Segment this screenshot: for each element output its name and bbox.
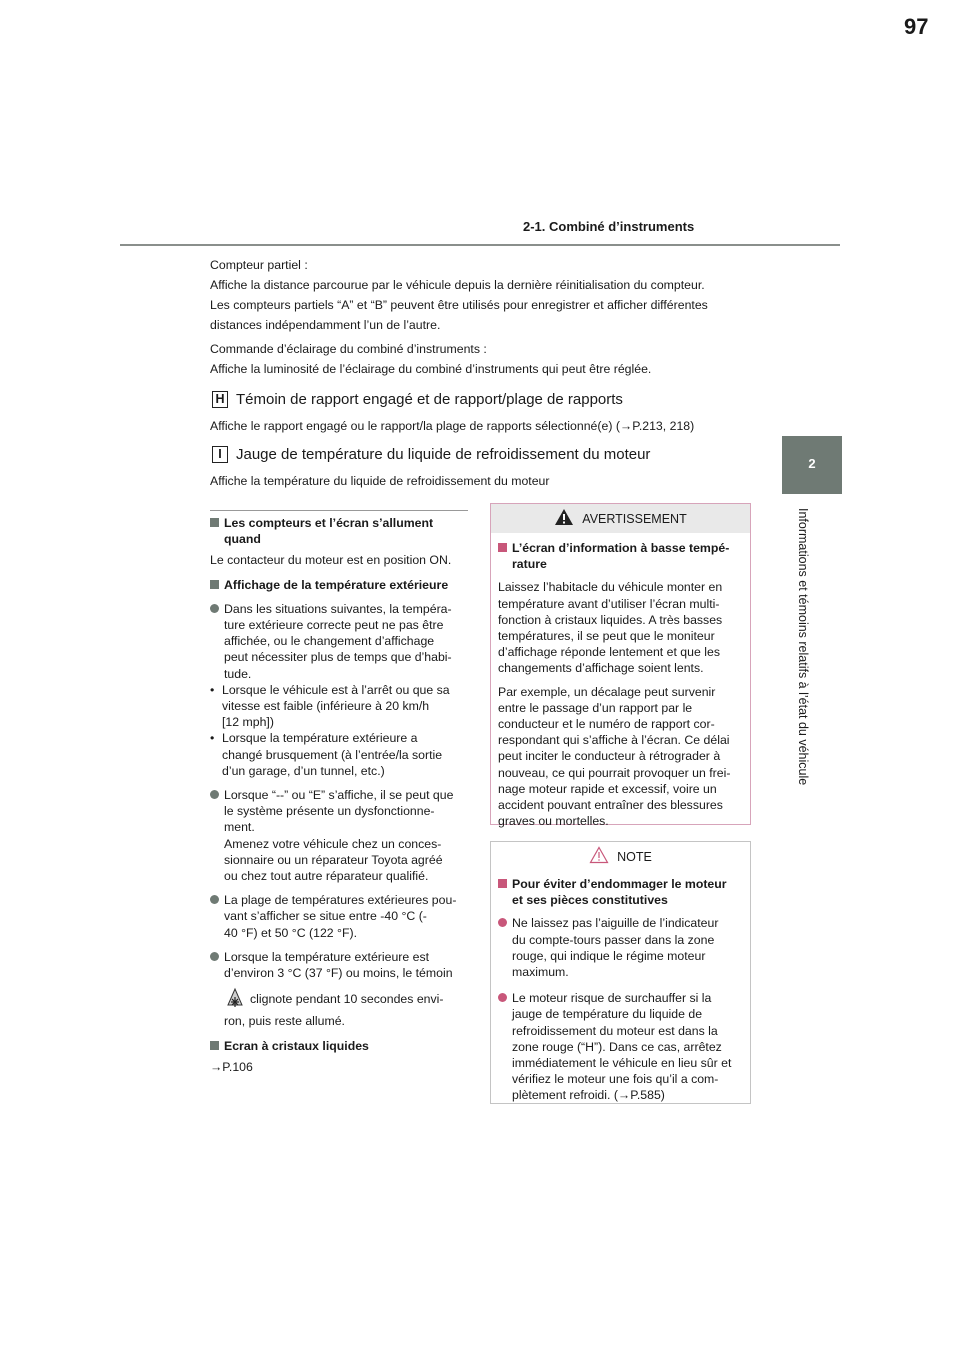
subheading-h-title: Témoin de rapport engagé et de rapport/plage de rapports [236, 391, 623, 408]
n-b2-l6: vérifiez le moteur une fois qu’il a com- [512, 1072, 719, 1087]
bullet-ice-warning [210, 949, 468, 1030]
warning-header [491, 504, 750, 533]
w-p2-l7: nage moteur rapide et excessif, voire un [498, 781, 717, 796]
bullet-temp-situations [210, 601, 468, 682]
n-b1-l3: rouge, qui indique le régime moteur [512, 948, 706, 963]
d1-l1: • Lorsque le véhicule est à l’arrêt ou que sa [222, 682, 450, 697]
w-p2-l6: nouveau, ce qui pourrait provoquer un frei- [498, 765, 731, 780]
n-b2-l4: zone rouge (“H”). Dans ce cas, arrêtez [512, 1039, 722, 1054]
b4-l4: ron, puis reste allumé. [224, 1014, 345, 1029]
chapter-tab [782, 436, 842, 494]
b4-icon-line [224, 985, 468, 1013]
header-rule [120, 244, 840, 246]
subheading-i-title: Jauge de température du liquide de refroidissement du moteur [236, 446, 651, 463]
bullet-malfunction [210, 787, 468, 884]
w-h-l2: rature [512, 557, 547, 572]
heading-outside-temp: Affichage de la température extérieure [210, 577, 468, 593]
ice-warning-icon [226, 985, 244, 1013]
warning-p2 [498, 684, 738, 830]
d1-l2: vitesse est faible (inférieure à 20 km/h [222, 699, 430, 714]
warning-box [490, 503, 751, 829]
b4-l3: clignote pendant 10 secondes envi- [250, 992, 444, 1007]
chapter-label: Informations et témoins relatifs à l’état du véhicule [796, 508, 810, 786]
b2-l1: Lorsque “--” ou “E” s’affiche, il se peut que [224, 788, 454, 803]
warning-content [498, 540, 738, 829]
b1-l4: peut nécessiter plus de temps que d’habi- [224, 650, 452, 665]
w-p1-l2: température avant d’utiliser l’écran multi- [498, 596, 720, 611]
meters-on-text: Le contacteur du moteur est en position ON. [210, 553, 452, 568]
subheading-i [212, 446, 650, 463]
dash-stopped [210, 682, 468, 731]
b4-l1: Lorsque la température extérieure est [224, 949, 430, 964]
d2-l2: changé brusquement (à l’entrée/la sortie [222, 747, 443, 762]
note-title: NOTE [617, 849, 652, 864]
heading-meters-on-l2: quand [224, 532, 261, 547]
subheading-h [212, 391, 623, 408]
b4-l2: d’environ 3 °C (37 °F) ou moins, le témoin [224, 966, 453, 981]
heading-lcd: Ecran à cristaux liquides [210, 1038, 468, 1054]
lcd-ref: →P.106 [210, 1059, 253, 1074]
w-p2-l5: peut inciter le conducteur à rétrograder à [498, 749, 721, 764]
b2-l5: sionnaire ou un réparateur Toyota agréé [224, 852, 443, 867]
trip-text-1: Affiche la distance parcourue par le véhicule depuis la dernière réinitialisation du compteur. [210, 278, 705, 292]
n-h-l1: Pour éviter d’endommager le moteur [512, 877, 727, 891]
n-b2-l1: Le moteur risque de surchauffer si la [512, 991, 712, 1006]
warning-heading [498, 540, 738, 572]
d1-l3: [12 mph]) [222, 715, 274, 730]
trip-title: Compteur partiel : [210, 258, 308, 272]
letter-box-h: H [212, 391, 228, 408]
w-p2-l3: conducteur et le numéro de rapport cor- [498, 717, 715, 732]
note-bullet-2 [498, 990, 738, 1103]
section-title: 2-1. Combiné d’instruments [523, 219, 695, 234]
w-p2-l9: graves ou mortelles. [498, 814, 609, 829]
n-b2-l2: jauge de température du liquide de [512, 1007, 703, 1022]
b3-l1: La plage de températures extérieures pou- [224, 893, 457, 908]
dash-sudden-change [210, 730, 468, 779]
n-h-l2: et ses pièces constitutives [512, 893, 668, 908]
w-p1-l1: Laissez l’habitacle du véhicule monter en [498, 580, 723, 595]
note-box [490, 841, 751, 1104]
n-b2-l7: plètement refroidi. (→P.585) [512, 1088, 665, 1103]
light-title: Commande d’éclairage du combiné d’instruments : [210, 342, 487, 356]
n-b1-l4: maximum. [512, 965, 569, 980]
b1-l1: Dans les situations suivantes, la tempéra- [224, 601, 452, 616]
b1-l3: affichée, ou le changement d’affichage [224, 634, 435, 649]
trip-text-3: distances indépendamment l’un de l’autre. [210, 318, 441, 332]
letter-box-i: I [212, 446, 228, 463]
n-b1-l2: du compte-tours passer dans la zone [512, 932, 715, 947]
h-text: Affiche le rapport engagé ou le rapport/la plage de rapports sélectionné(e) (→P.213, 218) [210, 419, 695, 433]
note-bullet-1 [498, 915, 738, 980]
left-column [210, 515, 468, 1075]
w-p2-l1: Par exemple, un décalage peut survenir [498, 684, 716, 699]
caution-triangle-icon [589, 846, 609, 867]
bullet-temp-range [210, 892, 468, 941]
w-p2-l8: accident pouvant entraîner des blessures [498, 798, 723, 813]
w-p1-l5: d’affichage réponde lentement et que les [498, 645, 720, 660]
warning-p1 [498, 579, 738, 676]
b2-l3: ment. [224, 820, 255, 835]
b3-l3: 40 °F) et 50 °C (122 °F). [224, 925, 357, 940]
light-text: Affiche la luminosité de l’éclairage du combiné d’instruments qui peut être réglée. [210, 362, 652, 376]
warning-triangle-icon [554, 508, 574, 529]
b2-l2: le système présente un dysfonctionne- [224, 804, 435, 819]
note-content [498, 876, 738, 1104]
w-h-l1: L’écran d’information à basse tempé- [512, 541, 730, 555]
w-p1-l6: changements d’affichage soient lents. [498, 661, 704, 676]
w-p1-l3: fonction à cristaux liquides. A très basses [498, 612, 723, 627]
left-column-rule [210, 510, 468, 511]
w-p2-l4: respondant qui s’affiche à l’écran. Ce délai [498, 733, 730, 748]
n-b2-l3: refroidissement du moteur est dans la [512, 1023, 718, 1038]
w-p2-l2: entre le passage d’un rapport par le [498, 700, 693, 715]
w-p1-l4: températures, il se peut que le moniteur [498, 629, 715, 644]
b2-l6: ou chez tout autre réparateur qualifié. [224, 869, 429, 884]
b1-l5: tude. [224, 666, 252, 681]
d2-l1: • Lorsque la température extérieure a [222, 731, 418, 746]
heading-meters-on-l1: Les compteurs et l’écran s’allument [224, 516, 434, 530]
d2-l3: d’un garage, d’un tunnel, etc.) [222, 763, 385, 778]
b1-l2: ture extérieure correcte peut ne pas être [224, 618, 444, 633]
chapter-number: 2 [808, 456, 816, 471]
page-number: 97 [904, 14, 929, 39]
trip-text-2: Les compteurs partiels “A” et “B” peuvent être utilisés pour enregistrer et afficher différentes [210, 298, 708, 312]
heading-meters-on [210, 515, 468, 547]
note-header [491, 842, 750, 871]
warning-title: AVERTISSEMENT [582, 511, 687, 526]
b3-l2: vant s’afficher se situe entre -40 °C (- [224, 909, 427, 924]
n-b1-l1: Ne laissez pas l’aiguille de l’indicateur [512, 916, 719, 931]
n-b2-l5: immédiatement le véhicule en lieu sûr et [512, 1056, 732, 1071]
i-text: Affiche la température du liquide de refroidissement du moteur [210, 474, 550, 488]
b2-l4: Amenez votre véhicule chez un conces- [224, 836, 442, 851]
note-heading [498, 876, 738, 908]
